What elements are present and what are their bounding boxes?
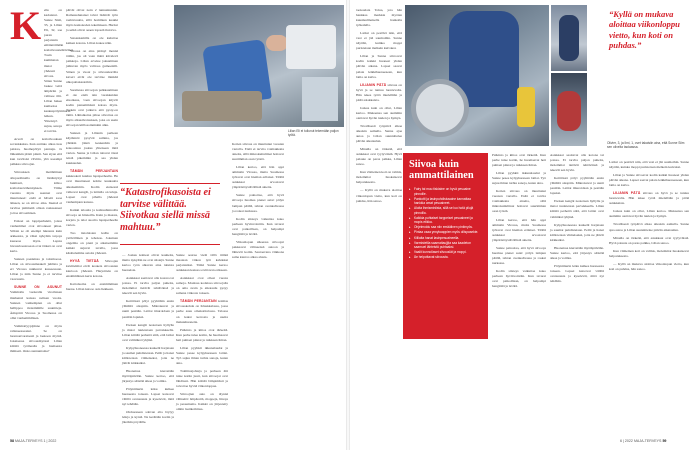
column-2-paragraph: kakkoskoti kuuluu lapsiperheelle. He ovat muuttaneet kolme kuukautta aikaisemmin. Kodin eteisessä valkovat kengät, ja lattialla on leluja. Lapset ovat pihalla yhdessä vanhempien kanssa. xyxy=(66,174,118,204)
column-3 xyxy=(122,131,174,436)
strip-photo-bottom xyxy=(551,73,587,146)
column-6 xyxy=(356,8,402,436)
column-9-paragraph: Kun viimeinen koti on valmis, molemmat huokaisevat helpotuksesta. xyxy=(609,248,689,258)
column-2-paragraph: Virossa on aina pitänyt mennä töihin, jos oli vaan minä kävelevä paikkoja. Lilian arvelee jaksaminen juhtuvan myös valitosa gumeentili. Siinen ja vuoat ja siivouskortilta kaveri eivät ole tarvitse minkää ulkoputtakasioihin. xyxy=(66,49,118,84)
column-2-paragraph: Suomessa siivoojan palkkaaminen ei ole enää tain varakkaiden etuoikeus, vaan siivoojan käyvät kodin pienemmissä koissa myös. Tuokin ovat jatkuva että pysty-on tämä. Lähiaikoina pihaa siivottua on myös alkusiivoisuksen, joka on usein siivoojan kiillosoinninkin alku. xyxy=(66,87,118,127)
column-3-paragraph: Eteisen kengät nostetaan hyllylle ja matot tuuletetaan parvekkeella. Lilian kiittää perhettä siitä, että lattiat ovat valmiiksi tyhjinä. xyxy=(122,322,174,342)
tips-box xyxy=(403,153,488,339)
magazine-name-right: MAJA-TERVEYS xyxy=(633,439,662,443)
column-8 xyxy=(550,153,604,436)
window-shape xyxy=(302,77,338,121)
column-1 xyxy=(10,3,74,436)
column-3-paragraph: Keittiössä pölyt pyyhitään ensin ylhäältä alaspäin. Mikrokuvat ja uunit pestään. Lattiat imuroidaan ja pestään lopuksi. xyxy=(122,299,174,319)
column-5-paragraph: Kodin siisteys vaikuttaa koko perheen hyvinvointiin. Kun tavarat ovat paikoillaan, on helpompi hengittää ja levätä. xyxy=(232,216,284,236)
page-number-right: 59 xyxy=(662,439,667,443)
subheading: HYVÄ TIETÄÄ xyxy=(70,259,99,264)
column-9-paragraph: — Kyllä on mukava aloittaa viikonlopun vietto, kun koti on puhdas, hän sanoo. xyxy=(609,261,689,271)
column-5-paragraph: Sunne painottaa, että hyvä siivooja huomaa pienet asiat: pölyn lampun päällä, tahran ovenkahvassa ja roskat nurkassa. xyxy=(232,193,284,213)
column-1-paragraph: Vammalla vuokralla viroilaisen miehensä kanssa nelisen vuotta. Sunnen vanhempien on ollut hellippoo molemmille suunitteja. Ämspärit Virossa ja Suomessa on ollut vanhemmilleen. xyxy=(10,290,62,320)
column-6-paragraph: siivous on hyvä ja se tuntuu luontevalta. Hän tekee työtä mielellään ja pitää asiakkaista. xyxy=(356,82,402,102)
column-3-paragraph: Kylpyhuoneessa kaakelit harjataan ja saumat puhdistetaan. Peilit ja hanat kiillotetaan viimeiseksi, jotta ne jäävät kirkkaiksi. xyxy=(122,345,174,365)
column-4-paragraph: Sunne seuraa vielä tällä tiimiä maataan viikon työt kahdeksi perjantaiksi. Tämä Sunne kertoo asiakkaan kanssa sovittavan erikseen. xyxy=(176,253,228,273)
column-3-paragraph: Olohuoneen sohvan alta löytyy leluja ja kyniä. Ne kerätään koriin ja jätetään pöydälle. xyxy=(122,410,174,425)
laundry-photo xyxy=(174,5,344,127)
tips-list-item: ▸ Äe helpottavat siivousta. xyxy=(409,255,482,260)
column-5-paragraph: Lilian kertoo, että hän oppi ammatin Virossa, mutta Suomessa työtavat ovat hieman erilaiset. Täällä asiakkaat arvostavat ympäristöystävällisiä aineita. xyxy=(232,165,284,190)
subheading: TÄMÄN PERJANTAIN xyxy=(70,169,118,174)
hand-shape xyxy=(266,35,288,51)
photo-caption-right: Olivier, 3, ja Ilmi, 1, ovet takaisiin aina, että Sunne Siim sen olivelta taolaassa. xyxy=(607,141,685,150)
child-shape xyxy=(557,91,581,131)
tips-list xyxy=(409,187,482,260)
column-3-paragraph: Pölynimurin letku kulkee huoneesta toiseen. Lapset katsovat välillä ovensuusta ja kyselevät, mitä nyt tehdään. xyxy=(122,387,174,407)
column-7-paragraph: Sunne painottaa, että hyvä siivooja huomaa pienet asiat: pölyn lampun päällä, tahran ovenkahvassa ja roskat nurkassa. xyxy=(492,245,546,265)
column-2-paragraph: Satsankamilla on ole kuluttaa kaiken kotona. Lilian kokee näin. xyxy=(66,36,118,46)
tips-list-item: ▸ Kiillaita hanat lasinpesuaineella. xyxy=(409,236,482,241)
tips-list-item: ▸ Pintaa osaa ynnykaappien myös ollispasekte. xyxy=(409,230,482,235)
column-7-paragraph: Kotien siivous on muuttunut vuosien varrella. Enää ei tarvita voimakkaita aineita, sillä mikrokuituliinat hoitavat suurimman osan työstä. xyxy=(492,189,546,214)
column-8-paragraph: Asiakkaat saattavat olla kotona tai poissa. Ei tarvita paljon puhetta, molemmat tietävät tehtävänsä ja tekevät sen hyvin. xyxy=(550,153,604,173)
column-5 xyxy=(232,142,284,436)
column-3-paragraph: Asiakkaat saattavat olla kotona tai poissa. Ei tarvita paljon puhetta, molemmat tietävät tehtävänsä ja tekevät sen hyvin. xyxy=(122,276,174,296)
column-1-paragraph: Siivoukaen mettäminen allopuolhnalla on lisääntynyt huimasti, kiltoo kotitalousvähennyksen. Viime vuosina myös asennet ovat muuttuneet: enää ei hävetä saoa ääneen, se on siivoo aika. Itsensä ei tarvitse pimmeää ollaan raskasaneet ja itse siivoamisen. xyxy=(10,170,62,215)
issue-left: 1 | 2022 xyxy=(43,439,57,443)
column-7-paragraph: Palkinto ja kiitos ovat tärkeitä. Kun perhe tulee kotiin, he huomaavat heti puhtaat pinnat ja raikkaan ilman. xyxy=(492,153,546,168)
column-9-paragraph: Lattiat on pestävä niin, että vesi ei jää saumoihin. Sunne näyttää, kuinka moppi puristetaan melkein kuivaksi. xyxy=(609,160,689,170)
pull-quote-right xyxy=(609,9,689,50)
column-9-paragraph: Lilian ja Sunne siivoavat kodin kaikki huoneet yhden päivän aikana. Lapset saavat palata leikkihuoneeseen, kun lattia on kuiva. xyxy=(609,173,689,188)
pull-quote-right-text: Kyllä on mukava aloittaa viikonloppu vietto, kun koti on puhdas. xyxy=(609,9,680,50)
strip-photo-top xyxy=(551,5,587,71)
column-8-paragraph: Kylpyhuoneessa kaakelit harjataan ja saumat puhdistetaan. Peilit ja hanat kiillotetaan viimeiseksi, jotta ne jäävät kirkkaiksi. xyxy=(550,222,604,242)
column-9-paragraph: Joskus kuin on ollut, Lilian kertoo. Mukaansa sen aiemmin otettavat hyvän tuulen ja hymyn. xyxy=(609,209,689,219)
column-1-paragraph: ello on kadonnut. Sunne Siim, 33, ja Lilian Eli, 32, saa puran perjantain emännöimään kotisiivoustehtäväksi. Tosin kummatan mutot yhdessä siivota. Sitten Sunne laskee vettä ämpäriin ja valitsee tilit. Lilian hakee kumaoisa keskuspölynimurin letkun. Yhteistyö sujuu, sanoja ei tarvita. xyxy=(44,8,74,134)
washing-machine-photo xyxy=(405,5,549,146)
page-number-left: 58 xyxy=(10,439,14,443)
column-5-paragraph: Kotien siivous on muuttunut vuosien varrella. Enää ei tarvita voimakkaita aineita, sillä mikrokuituliinat hoitavat suurimman osan työstä. xyxy=(232,142,284,162)
photo-caption-left: Lilian Eli ei tullunut tekemään paljon työtä. xyxy=(288,129,339,138)
column-2 xyxy=(66,8,118,436)
column-8-paragraph: Huoneissa kierretään myötäpäivään. Sunne kertoo, että järjestys säästää aikaa ja voimia. xyxy=(550,245,604,260)
column-1-paragraph: Sunnen paaskinsa ja tattamoosa. Lilian on siivousmaakelt juhlista ja eri Virossa nukkuvat kasseessaan. Lilian ja näin Sunne ja ei tarvitse vaavausin. xyxy=(10,257,62,282)
column-4-paragraph: kolmas siivouskohde on Klaukkalassa, jossa perhe asuu omakotitalossa. Talossa on kaksi kerrosta ja useita makuuhuoneita. xyxy=(176,299,228,324)
footer-left xyxy=(10,439,56,443)
column-4-paragraph: Palkinto ja kiitos ovat tärkeitä. Kun perhe tulee kotiin, he huomaavat heti puhtaat pinnat ja raikkaan ilman. xyxy=(176,327,228,342)
washer-door-shape xyxy=(411,79,469,137)
tips-list-item: ▸ Ohjelmoidu saa niin emäälinen pintimyös. xyxy=(409,225,482,230)
bottle-shape xyxy=(517,87,535,127)
column-6-paragraph: Kun viimeinen koti on valmis, molemmat huokaisevat helpotuksesta. xyxy=(356,170,402,185)
column-3-paragraph: Huoneissa kierretään myötäpäivään. Sunne kertoo, että järjestys säästää aikaa ja voimia. xyxy=(122,368,174,384)
quote-mark-close: ” xyxy=(636,39,642,50)
column-7-paragraph: Kodin siisteys vaikuttaa koko perheen hyvinvointiin. Kun tavarat ovat paikoillaan, on helpompi hengittää ja levätä. xyxy=(492,268,546,289)
left-page xyxy=(0,0,347,450)
column-2-paragraph: päivät olivat noin 2 tunnuntunnin. Ramasudunaiset talvet lisäävät työn raahtavuutta, sillä hommien kaakki myös kantokoden tekemiseen. Hartiat ja selkä olivat aaaen lopastä ilutoiva. xyxy=(66,8,118,33)
column-6-paragraph: Lilian ja Sunne siivoavat kodin kaikki huoneet yhden päivän aikana. Lapset saavat palata leikkihuoneeseen, kun lattia on kuiva. xyxy=(356,54,402,79)
towel-shape xyxy=(286,25,336,69)
column-5-paragraph: Viikonlopun alkaessa siivoojat pakkaavat välineensä autoon ja lähtevät kotiin. Seuraavana viikkona sama kierros alkaa alusta. xyxy=(232,239,284,259)
column-2-paragraph: Kaikki taloutta ja kohtuuhinnoilla siivooja on hinnoilla. Kuin jo maasta, korjata ja talot suorita lapsiperheelle varten. xyxy=(66,207,118,227)
quote-mark-open: “ xyxy=(120,187,126,198)
column-9-paragraph: Tavallisesti työpäivä alkaa aikaisin aamulla. Sunne ajaa autoa ja Lilian suunnittelee päivän aikataulun. xyxy=(609,222,689,232)
column-4-paragraph: Asiakkaat ovat olleet vuosia samoja. Monissa kodeissa siivoojalla on oma avain ja aikataulu pysyy samana viikosta toiseen. xyxy=(176,276,228,296)
column-4-paragraph: Toimitusjohtaja ja perheen äiti tulee kotiin juuri, kun siivoojat ovat lähdössä. Hän kiittää lämpimästi ja toivottaa hyvää viikonloppua. xyxy=(176,368,228,389)
column-4 xyxy=(176,131,228,436)
column-1-paragraph: Esiteet on lappiperhekiä, joissa vanhemmat ovat siivonneet pihaa. Silloin se oli enempi luksusta kuin arkkeasta, ja väksi nykyään tarpoja kuaaosa myös. Lapsia luvausboautosaan ovat tärkeä on ovat kerta. xyxy=(10,218,62,254)
subheading: LILIANIN PÄTÄ xyxy=(613,191,641,196)
column-7 xyxy=(492,153,546,436)
tips-box-title: Siivoa kuin ammattilainen xyxy=(409,159,474,181)
column-6-paragraph: taokoulata Tolua, jota hän hankkaa merkkia myöten kuusikulmaisella hankalla työkalulla. xyxy=(356,8,402,28)
column-4-paragraph: Siivoojien auto on täynnä välineitä: ämpäreitä, moppeja, liinoja ja pesuaineita. Kaikki on järjestetty omiin laatikoihinsa. xyxy=(176,392,228,412)
basket-shape xyxy=(182,91,262,121)
subheading: SUNNE ON ASUNUT xyxy=(14,285,62,290)
pull-quote-left-text: Katastrofikasoista ei tarvitse välittää. Siivotkaa siellä missä mahtuu. xyxy=(120,187,211,233)
tips-list-item: ▸ Varmistetlla saamattaujijta saa kaadeton saamuel lähteistä puhtaaksi. xyxy=(409,241,482,250)
footer-right xyxy=(620,439,666,443)
column-7-paragraph: Lilian kertoo, että hän oppi ammatin Virossa, mutta Suomessa työtavat ovat hieman erilaiset. Täällä asiakkaat arvostavat ympäristöystävällisiä aineita. xyxy=(492,217,546,242)
column-6-paragraph: Minulla on tärkeää, että asiakkaat ovat tyytyväisiä. Hyvä palaute on paras palkka, Lilian sanoo. xyxy=(356,147,402,167)
tips-list-item: ▸ Fairy tai muu tiskiaine on hyvä pesuaine pinnoille. xyxy=(409,187,482,196)
tips-list-item: ▸ Pankotti ja lasinpuhdistusaine kannattaa hankkia omat pesuaineet. xyxy=(409,197,482,206)
column-8-paragraph: Eteisen kengät nostetaan hyllylle ja matot tuuletetaan parvekkeella. Lilian kiittää perhettä siitä, että lattiat ovat valmiiksi tyhjinä. xyxy=(550,199,604,219)
column-6-paragraph: Lattiat on pestävä niin, että vesi ei jää saumoihin. Sunne näyttää, kuinka moppi puristetaan melkein kuivaksi. xyxy=(356,31,402,51)
column-2-paragraph: Tuo tietolaisten kallio on ystävällinen ja tehokas. Jokainen ongelma on pieni ja aikaisemmin kaikki sujuvat tavalla, jossa käsittelemme asioita yhdessä. xyxy=(66,230,118,256)
tips-list-item: ▸ Kaikkia puhtaiset tarppeiset pesuaineet ja mopis etikka. xyxy=(409,216,482,225)
magazine-name-left: MAJA-TERVEYS xyxy=(15,439,43,443)
column-6-paragraph: Tavallisesti työpäivä alkaa aikaisin aamulla. Sunne ajaa autoa ja Lilian suunnittelee päivän aikataulun. xyxy=(356,123,402,144)
subheading: LILIANIN PÄTÄ xyxy=(360,82,387,87)
column-9 xyxy=(609,160,689,436)
column-8-paragraph: Pölynimurin letku kulkee huoneesta toiseen. Lapset katsovat välillä ovensuusta ja kyselevät, mitä nyt tehdään. xyxy=(550,263,604,284)
subheading: TÄMÄN PERJANTAIN xyxy=(180,299,217,304)
column-2-paragraph: Kattoluoma on ensimmäinen huone. Lilian katsoo asia liekkeen. xyxy=(66,282,118,292)
quote-mark-open: “ xyxy=(609,9,614,19)
column-7-paragraph: Lilian pyyhkii ikkunalaudat ja Sunne pesee kylpyhuoneen lattiat. Työ sujuu ilman turhia sanoja, kuten aina. xyxy=(492,171,546,186)
issue-right: 6 | 2022 xyxy=(620,439,633,443)
column-2-paragraph: Siivoojan kuviitelmat eivät kosketa siivousten kiertoon yhdessä. Harjoittele on ensimmäinen kerta kotona. xyxy=(66,259,118,279)
column-9-paragraph: siivous on hyvä ja se tuntuu luontevalta. Hän tekee työtä mielellään ja pitää asiakkaista. xyxy=(609,191,689,206)
figure-shape xyxy=(559,15,579,61)
column-8-paragraph: Keittiössä pölyt pyyhitään ensin ylhäältä alaspäin. Mikrokuvat ja uunit pestään. Lattiat imuroidaan ja pestään lopuksi. xyxy=(550,176,604,196)
column-1-paragraph: Arvelt on kotisiivouksen sovankkaksa. Kun aurinko alkaa tuas paistaa, huomepölyä pannuja. Ja läikanikin pläsit pinnit. Sen siyan että kun tarvitsisi vilvitin, yhä useampi palkkaa siivoojan. xyxy=(10,137,62,167)
column-9-paragraph: Minulla on tärkeää, että asiakkaat ovat tyytyväisiä. Hyvä palaute on paras palkka, Lilian sanoo. xyxy=(609,235,689,245)
column-3-paragraph: — Joskus kohteet olivat kauheita, mutta nykyään ne ovat siistejä. Sunne kertoo työn alkavan aina tutuista huoneista. xyxy=(122,253,174,273)
tips-list-item: ▸ Vaalit kunnollaset siivouslät ja moppi. xyxy=(409,250,482,255)
column-1-paragraph: Vammattyypijänne on myös ralleneessaanut. Se on luonnonvaraisesti ja laakoon myötä. Jokaisessa siivousmyössä Lilian kiittää työmaalla ja hamaasta ihmiseti. Onko sunnuntaina? xyxy=(10,323,62,353)
drop-cap: K xyxy=(10,3,42,48)
column-4-paragraph: Lilian pyyhkii ikkunalaudat ja Sunne pesee kylpyhuoneen lattiat. Työ sujuu ilman turhia sanoja, kuten aina. xyxy=(176,345,228,365)
column-6-paragraph: Joskus kuin on ollut, Lilian kertoo. Mukaansa sen aiemmin otettavat hyvän tuulen ja hymyn. xyxy=(356,105,402,120)
quote-mark-close: ” xyxy=(155,221,161,233)
column-2-paragraph: Sunnen ja Lilianin perheen käytännöt pysyvät samina, jos yhtäkin jännä keskenään ja kokoontuu joskus yhteiseen mitä varten. Sunne ja Lilian taitavat tässä teistä pikemmin ja saa yhden kuukauden. xyxy=(66,131,118,166)
tips-list-item: ▸ Aloita ihmisminiista, sillä se luo hotä pilujä pinnoilla. xyxy=(409,206,482,215)
column-6-paragraph: — Kyllä on mukava aloittaa viikonlopun vietto, kun koti on puhdas, hän sanoo. xyxy=(356,188,402,203)
